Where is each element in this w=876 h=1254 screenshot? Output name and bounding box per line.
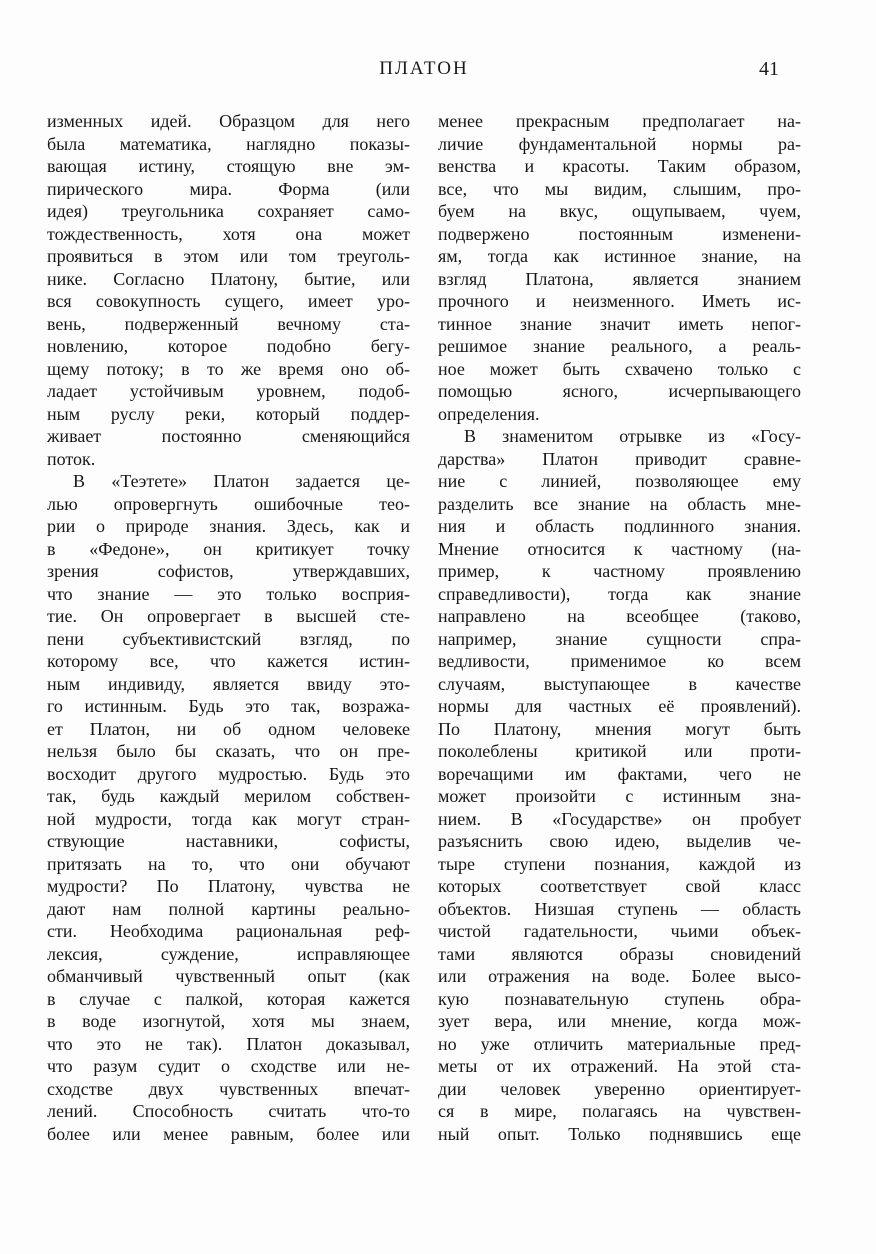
text-line: подвержено постоянным изменени- <box>438 223 801 244</box>
text-line: лью опровергнуть ошибочные тео- <box>47 493 410 514</box>
text-line: тинное знание значит иметь непог- <box>438 313 801 334</box>
text-line: что знание — это только восприя- <box>47 583 410 604</box>
text-line: ет Платон, ни об одном человеке <box>47 718 410 739</box>
text-line: более или менее равным, более или <box>47 1123 410 1144</box>
text-line: изменных идей. Образцом для него <box>47 111 410 131</box>
text-line: ся в мире, полагаясь на чувствен- <box>438 1101 801 1121</box>
text-line: была математика, наглядно показы- <box>47 133 410 154</box>
text-line: поток. <box>47 448 96 469</box>
text-line: которых соответствует свой класс <box>438 876 801 896</box>
text-line: кую познавательную ступень обра- <box>438 988 801 1009</box>
text-line: дии человек уверенно ориентирует- <box>438 1078 801 1099</box>
text-line: ям, тогда как истинное знание, на <box>438 246 801 266</box>
text-line: тие. Он опровергает в высшей сте- <box>47 606 410 626</box>
text-line: меты от их отражений. На этой ста- <box>438 1056 801 1076</box>
text-line: например, знание сущности спра- <box>438 628 801 649</box>
left-column <box>47 110 410 1145</box>
text-line: так, будь каждый мерилом собствен- <box>47 786 410 806</box>
text-line: которому все, что кажется истин- <box>47 651 410 671</box>
text-line: живает постоянно сменяющийся <box>47 426 410 446</box>
text-line: обманчивый чувственный опыт (как <box>47 966 410 986</box>
text-line: ным индивиду, является ввиду это- <box>47 673 410 694</box>
text-line: тами являются образы сновидений <box>438 943 801 964</box>
text-line: воречащими им фактами, чего не <box>438 763 801 784</box>
text-line: ным руслу реки, который поддер- <box>47 403 410 424</box>
text-line: решимое знание реального, а реаль- <box>438 336 801 356</box>
text-line: но уже отличить материальные пред- <box>438 1033 801 1054</box>
text-line: направлено на всеобщее (таково, <box>438 606 801 626</box>
text-line: в «Федоне», он критикует точку <box>47 538 410 559</box>
text-line: справедливости), тогда как знание <box>438 583 801 604</box>
text-line: По Платону, мнения могут быть <box>438 718 801 739</box>
text-line: ладает устойчивым уровнем, подоб- <box>47 381 410 401</box>
text-line: в воде изогнутой, хотя мы знаем, <box>47 1011 410 1031</box>
text-line: нием. В «Государстве» он пробует <box>438 808 801 829</box>
text-line: личие фундаментальной нормы ра- <box>438 133 801 154</box>
text-line: зрения софистов, утверждавших, <box>47 561 410 581</box>
text-line: может произойти с истинным зна- <box>438 786 801 806</box>
text-line: дают нам полной картины реально- <box>47 898 410 919</box>
text-line: рии о природе знания. Здесь, как и <box>47 516 410 536</box>
text-line: в случае с палкой, которая кажется <box>47 988 410 1009</box>
text-line: щему потоку; в то же время оно об- <box>47 358 410 379</box>
text-line: В знаменитом отрывке из «Госу- <box>464 426 801 446</box>
text-line: вающая истину, стоящую вне эм- <box>47 156 410 176</box>
text-line: разъяснить свою идею, выделив че- <box>438 831 801 851</box>
text-line: ведливости, применимое ко всем <box>438 651 801 671</box>
text-line: проявиться в этом или том треуголь- <box>47 246 410 266</box>
text-line: прочного и неизменного. Иметь ис- <box>438 291 801 311</box>
text-line: го истинным. Будь это так, возража- <box>47 696 410 716</box>
text-line: зует вера, или мнение, когда мож- <box>438 1011 801 1031</box>
running-head <box>47 58 801 84</box>
text-line: нельзя было бы сказать, что он пре- <box>47 741 410 761</box>
text-line: притязать на то, что они обучают <box>47 853 410 874</box>
text-line: ный опыт. Только поднявшись еще <box>438 1123 801 1144</box>
text-line: ное может быть схвачено только с <box>438 358 801 379</box>
text-line: поколеблены критикой или проти- <box>438 741 801 761</box>
text-line: все, что мы видим, слышим, про- <box>438 178 801 199</box>
text-line: сти. Необходима рациональная реф- <box>47 921 410 941</box>
text-line: тыре ступени познания, каждой из <box>438 853 801 874</box>
text-line: дарства» Платон приводит сравне- <box>438 448 801 469</box>
page-number: 41 <box>759 58 779 80</box>
text-line: ной мудрости, тогда как могут стран- <box>47 808 410 829</box>
text-line: нике. Согласно Платону, бытие, или <box>47 268 410 289</box>
text-line: что разум судит о сходстве или не- <box>47 1056 410 1076</box>
text-line: объектов. Низшая ступень — область <box>438 898 801 919</box>
text-line: буем на вкус, ощупываем, чуем, <box>438 201 801 221</box>
text-line: ствующие наставники, софисты, <box>47 831 410 851</box>
text-line: нормы для частных её проявлений). <box>438 696 801 716</box>
text-line: мудрости? По Платону, чувства не <box>47 876 410 896</box>
text-line: взгляд Платона, является знанием <box>438 268 801 289</box>
text-line: ния и область подлинного знания. <box>438 516 801 536</box>
text-line: помощью ясного, исчерпывающего <box>438 381 801 401</box>
text-line: пирического мира. Форма (или <box>47 178 410 199</box>
right-column <box>438 110 801 1145</box>
text-line: Мнение относится к частному (на- <box>438 538 801 559</box>
text-line: венства и красоты. Таким образом, <box>438 156 801 176</box>
text-line: В «Теэтете» Платон задается це- <box>73 471 410 491</box>
text-line: или отражения на воде. Более высо- <box>438 966 801 986</box>
text-line: новлению, которое подобно бегу- <box>47 336 410 356</box>
text-line: лений. Способность считать что-то <box>47 1101 410 1121</box>
text-line: определения. <box>438 403 540 424</box>
text-line: лексия, суждение, исправляющее <box>47 943 410 964</box>
text-line: разделить все знание на область мне- <box>438 493 801 514</box>
text-line: восходит другого мудростью. Будь это <box>47 763 410 784</box>
text-line: сходстве двух чувственных впечат- <box>47 1078 410 1099</box>
text-line: вень, подверженный вечному ста- <box>47 313 410 334</box>
text-line: что это не так). Платон доказывал, <box>47 1033 410 1054</box>
text-columns <box>47 110 801 1145</box>
text-line: чистой гадательности, чьими объек- <box>438 921 801 941</box>
text-line: пример, к частному проявлению <box>438 561 801 581</box>
text-line: идея) треугольника сохраняет само- <box>47 201 410 221</box>
running-title: ПЛАТОН <box>379 58 469 79</box>
text-line: пени субъективистский взгляд, по <box>47 628 410 649</box>
text-line: менее прекрасным предполагает на- <box>438 111 801 131</box>
text-line: ние с линией, позволяющее ему <box>438 471 801 491</box>
text-line: случаям, выступающее в качестве <box>438 673 801 694</box>
text-line: вся совокупность сущего, имеет уро- <box>47 291 410 311</box>
text-line: тождественность, хотя она может <box>47 223 410 244</box>
